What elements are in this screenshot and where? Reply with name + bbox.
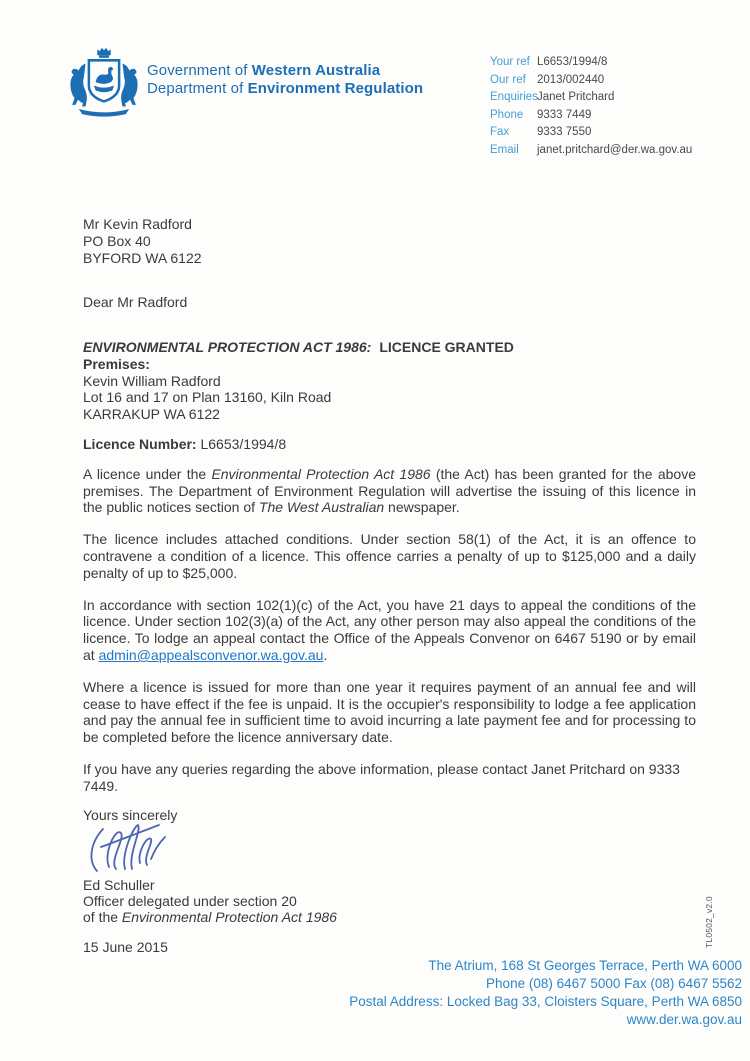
licence-number-value: L6653/1994/8 [196,435,287,452]
paragraph-text: In accordance with section 102(1)(c) of the Act, you have 21 days to appeal the conditions of the licence. Under section 102(3)(a) of the Act, any other person may also appeal the conditions of the licence. To lodge an appeal contact the Office of the Appeals Convenor on 6467 5190 or by email at [83,596,696,663]
agency-title [147,62,423,98]
paragraph-annual-fee: Where a licence is issued for more than one year it requires payment of an annual fee and will cease to have effect if the fee is unpaid. It is the occupier's responsibility to lodge a fee application and pay the annual fee in sufficient time to avoid incurring a late payment fee and for processing to be completed before the licence anniversary date. [83,678,696,746]
subject-status: LICENCE GRANTED [379,339,514,355]
ref-label: Phone [490,108,524,121]
licence-number-line [83,436,696,453]
ref-label: Your ref [490,56,530,68]
ref-value: Janet Pritchard [537,91,615,103]
act-title-italic: Environmental Protection Act 1986 [211,465,431,482]
paragraph-appeal [83,597,696,664]
footer-phone-fax: Phone (08) 6467 5000 Fax (08) 6467 5562 [486,976,742,991]
premises-occupier: Kevin William Radford [83,372,221,389]
paragraph-text: . [323,646,328,663]
ref-value: L6653/1994/8 [537,56,608,68]
ref-row-email [490,144,692,156]
act-title-italic: Environmental Protection Act 1986 [121,909,337,926]
licence-number-label: Licence Number: [83,435,197,452]
subject-line [83,339,696,356]
footer-postal-address: Postal Address: Locked Bag 33, Cloisters Square, Perth WA 6850 [349,994,742,1009]
premises-label: Premises: [83,355,150,372]
document-template-code: TL0502_v2.0 [704,896,714,948]
ref-label: Fax [490,126,510,138]
letter-date: 15 June 2015 [83,939,168,956]
ref-row-enquiries [490,91,692,103]
ref-label: Enquiries [490,91,538,103]
government-line: Government of Western Australia [147,62,381,79]
ref-row-fax [490,126,692,138]
recipient-name: Mr Kevin Radford [83,216,192,232]
footer-website: www.der.wa.gov.au [626,1012,742,1027]
premises-lot: Lot 16 and 17 on Plan 13160, Kiln Road [83,389,332,406]
ref-row-your-ref [490,56,692,68]
signatory-name: Ed Schuller [83,877,155,894]
paragraph-queries: If you have any queries regarding the above information, please contact Janet Pritchard on 9333 7449. [83,760,680,794]
wa-coat-of-arms-icon [62,45,146,126]
ref-row-phone [490,109,692,121]
valediction: Yours sincerely [83,806,178,823]
letter-body [83,339,696,956]
salutation: Dear Mr Radford [83,294,188,310]
ref-row-our-ref [490,74,692,86]
appeals-email-link[interactable]: admin@appealsconvenor.wa.gov.au [98,646,324,663]
ref-label: Our ref [490,73,526,86]
ref-value: 2013/002440 [537,73,605,86]
paragraph-licence-granted [83,466,696,516]
handwritten-signature [83,819,203,877]
footer-street-address: The Atrium, 168 St Georges Terrace, Perth WA 6000 [428,958,742,973]
signatory-block [83,877,696,925]
paragraph-conditions-penalty: The licence includes attached conditions. Under section 58(1) of the Act, it is an offence to contravene a condition of a licence. This offence carries a penalty of up to $125,000 and a daily penalty of up to $25,000. [83,531,696,581]
reference-block [490,56,692,161]
recipient-address [83,216,202,267]
role-text: of the [83,909,122,926]
ref-value: 9333 7550 [537,126,592,138]
signatory-role: Officer delegated under section 20 [83,893,297,910]
subject-act: ENVIRONMENTAL PROTECTION ACT 1986: [83,339,372,355]
recipient-address-line: BYFORD WA 6122 [83,250,202,266]
premises-details [83,373,696,423]
recipient-address-line: PO Box 40 [83,233,151,249]
paragraph-text: newspaper. [384,499,460,516]
ref-label: Email [490,143,519,156]
department-line: Department of Environment Regulation [147,80,424,97]
footer-contact-block [349,957,742,1029]
ref-value: janet.pritchard@der.wa.gov.au [537,143,693,156]
ref-value: 9333 7449 [537,108,592,121]
paragraph-text: A licence under the [83,465,212,482]
paragraph-text: (the Act) has been granted for the above premises. The Department of Environment Regulation will advertise the issuing of this licence in the public notices section of [83,465,696,516]
premises-suburb: KARRAKUP WA 6122 [83,406,220,423]
signatory-role-act [83,909,696,925]
newspaper-title-italic: The West Australian [258,499,385,516]
